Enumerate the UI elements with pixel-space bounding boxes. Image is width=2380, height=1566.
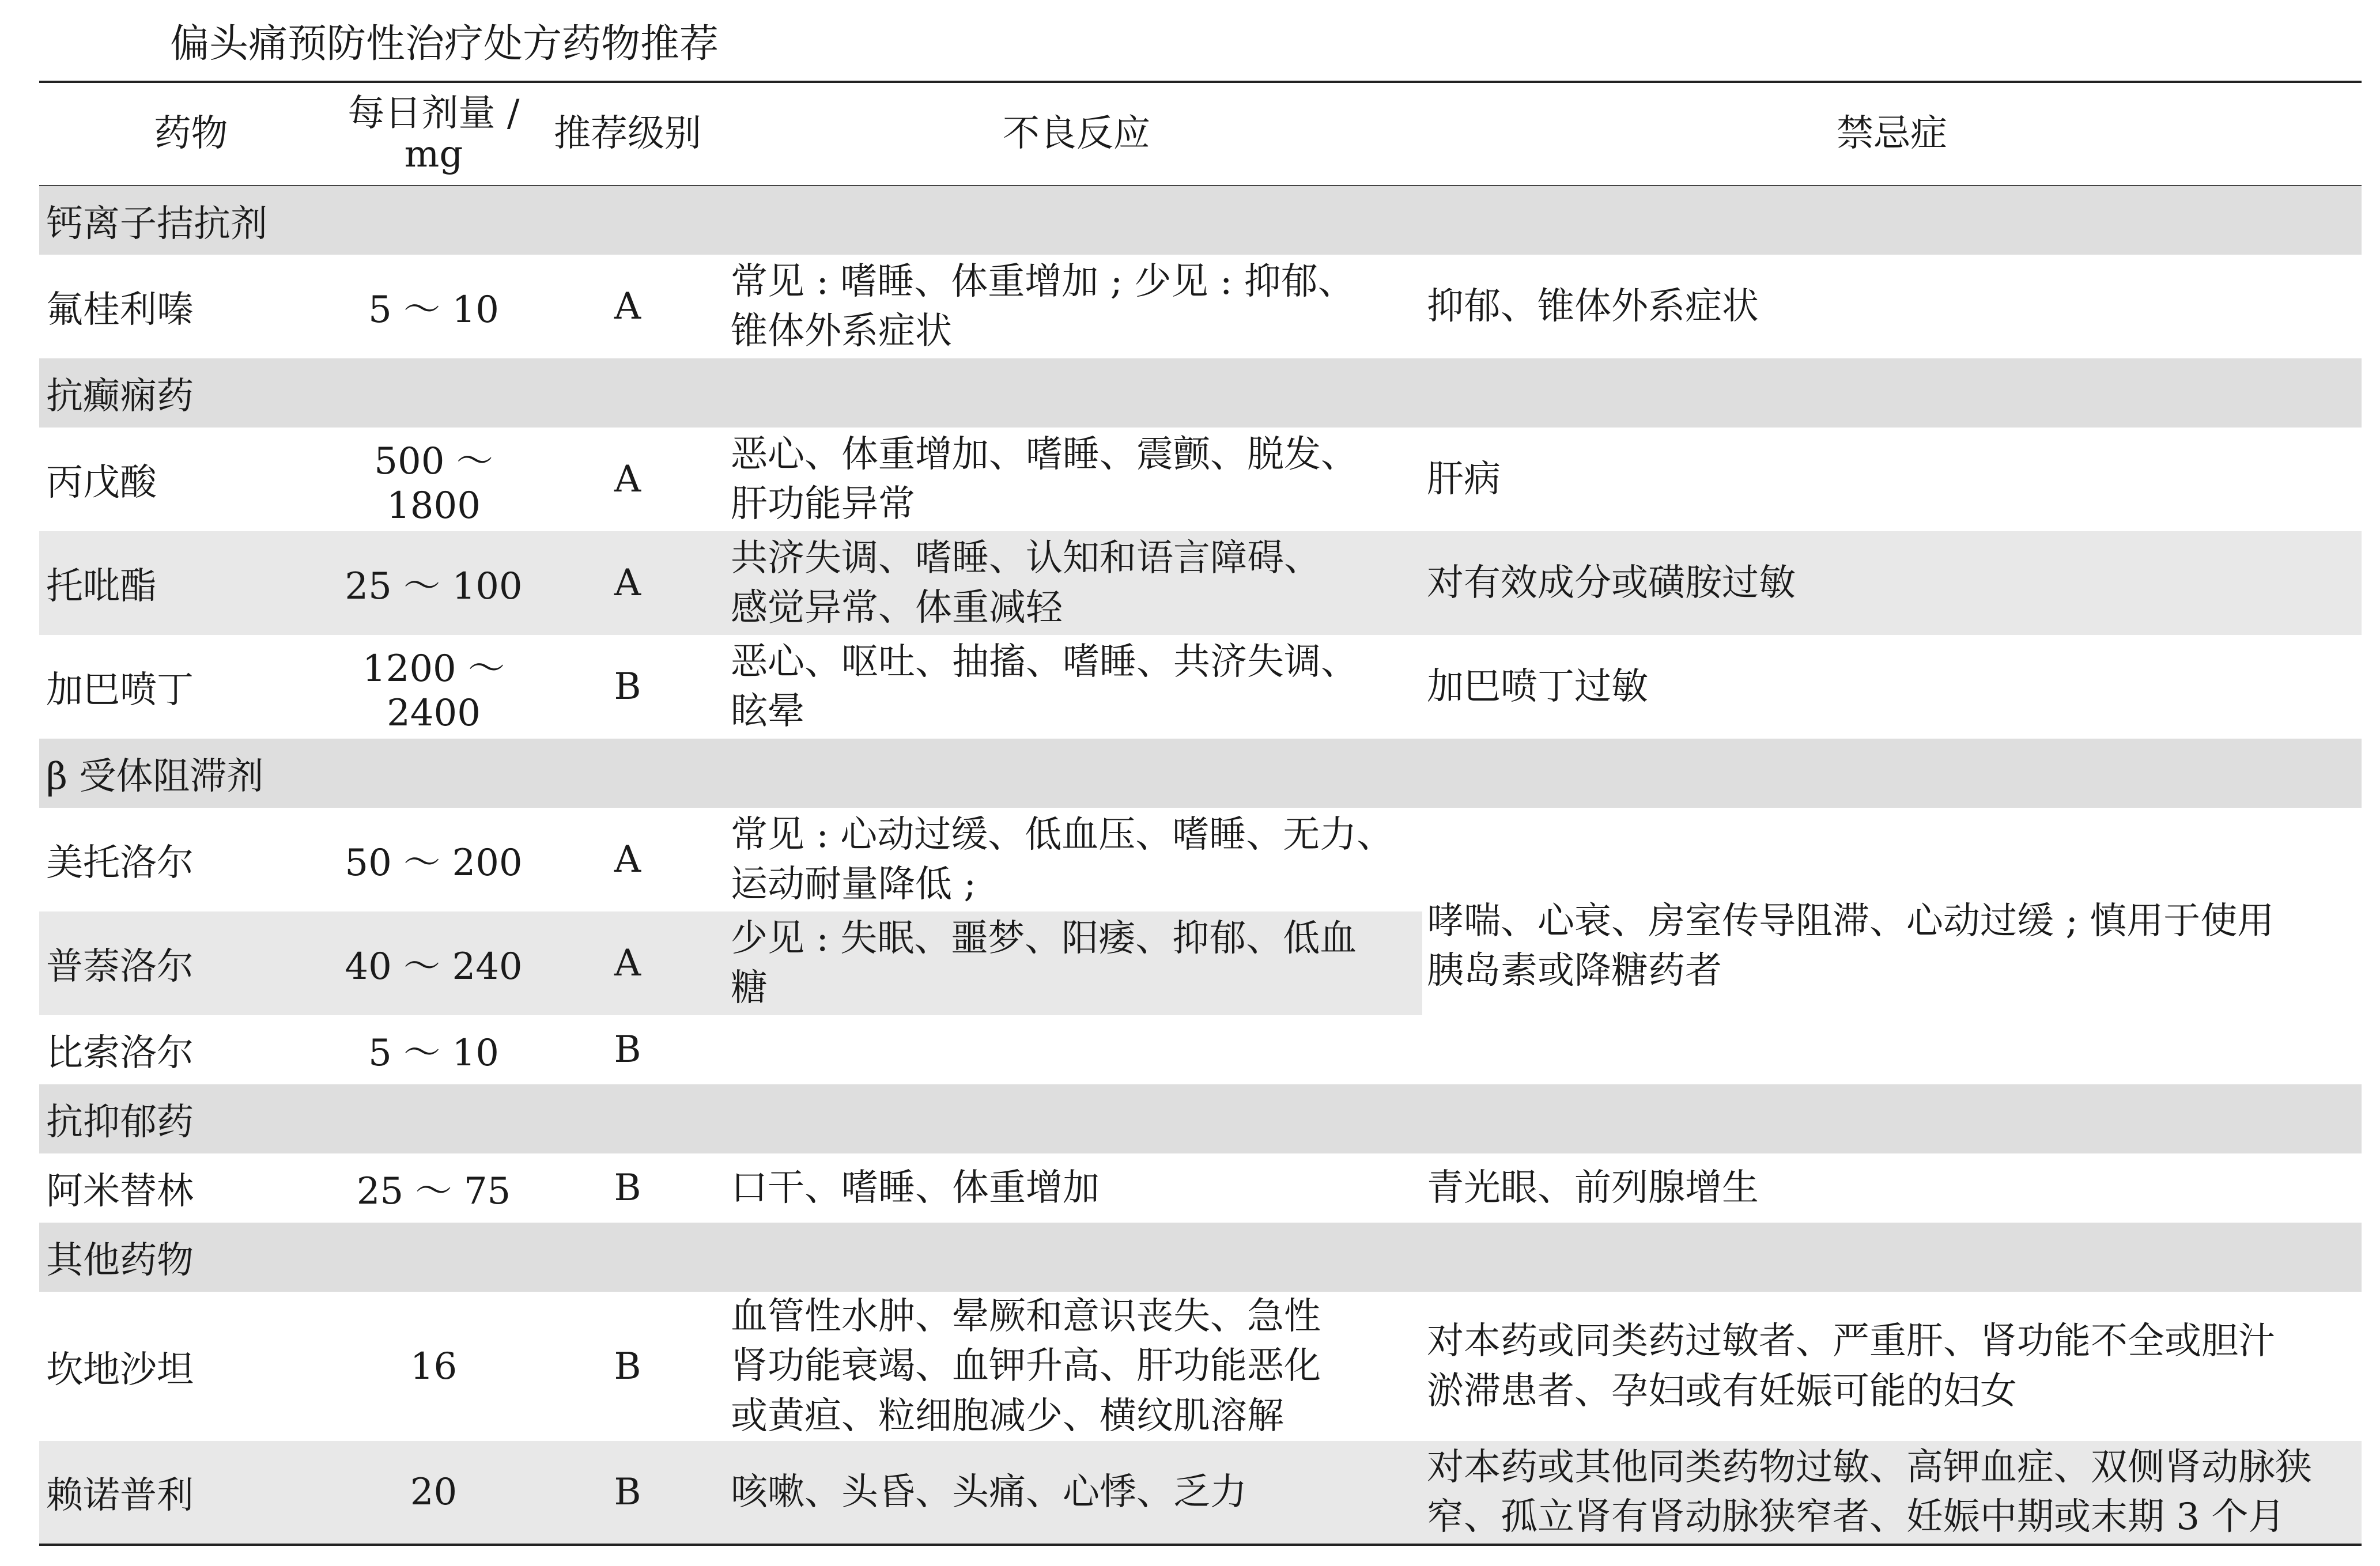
drug-contra: 青光眼、前列腺增生 bbox=[1427, 1166, 1759, 1209]
adverse-line: 恶心、呕吐、抽搐、嗜睡、共济失调、 bbox=[731, 640, 1358, 683]
adverse-line: 共济失调、嗜睡、认知和语言障碍、 bbox=[731, 536, 1321, 580]
drug-grade: B bbox=[524, 1441, 731, 1545]
table-row bbox=[39, 808, 2362, 911]
adverse-line: 或黄疸、粒细胞减少、横纹肌溶解 bbox=[731, 1394, 1284, 1438]
adverse-line: 感觉异常、体重减轻 bbox=[731, 587, 1063, 629]
drug-name: 赖诺普利 bbox=[39, 1441, 343, 1545]
contra-line: 哮喘、心衰、房室传导阻滞、心动过缓 ; 慎用于使用 bbox=[1427, 899, 2275, 943]
contra-line: 胰岛素或降糖药者 bbox=[1427, 950, 1722, 992]
table-row bbox=[39, 1441, 2362, 1545]
drug-contra: 肝病 bbox=[1427, 457, 1501, 501]
category-row bbox=[39, 358, 2362, 428]
category-row bbox=[39, 1223, 2362, 1292]
drug-dose: 1200 ～ 2400 bbox=[362, 648, 505, 735]
drug-dose: 50 ～ 200 bbox=[345, 842, 523, 884]
category-row bbox=[39, 186, 2362, 255]
header-contra: 禁忌症 bbox=[1837, 112, 1947, 156]
header-drug: 药物 bbox=[154, 112, 228, 156]
drug-name: 阿米替林 bbox=[46, 1170, 194, 1213]
table-row bbox=[39, 531, 2362, 635]
prescription-table bbox=[39, 81, 2362, 1546]
adverse-line: 血管性水肿、晕厥和意识丧失、急性 bbox=[731, 1295, 1321, 1338]
drug-contra bbox=[1422, 1292, 2362, 1441]
drug-contra bbox=[1422, 1441, 2362, 1545]
drug-adverse bbox=[731, 635, 1422, 739]
header-dose-line2: mg bbox=[404, 133, 463, 176]
drug-grade: B bbox=[614, 1167, 641, 1209]
drug-grade: A bbox=[614, 458, 641, 501]
table-row bbox=[39, 428, 2362, 531]
adverse-line: 常见 : 心动过缓、低血压、嗜睡、无力、 bbox=[731, 813, 1394, 856]
drug-grade: A bbox=[614, 838, 641, 881]
category-antidepressant: 抗抑郁药 bbox=[46, 1101, 194, 1144]
drug-grade: A bbox=[614, 285, 641, 328]
drug-name: 氟桂利嗪 bbox=[46, 289, 194, 331]
drug-grade: B bbox=[614, 665, 641, 708]
drug-dose: 500 ～ 1800 bbox=[374, 440, 493, 527]
contra-line: 对本药或同类药过敏者、严重肝、肾功能不全或胆汁 bbox=[1427, 1320, 2275, 1363]
adverse-line: 运动耐量降低 ; bbox=[731, 863, 976, 906]
adverse-line: 糖 bbox=[731, 967, 768, 1009]
category-beta: β 受体阻滞剂 bbox=[46, 755, 264, 798]
drug-name: 普萘洛尔 bbox=[39, 911, 343, 1015]
drug-adverse bbox=[731, 428, 1422, 531]
drug-contra: 加巴喷丁过敏 bbox=[1427, 665, 1648, 708]
drug-adverse bbox=[731, 911, 1422, 1015]
header-dose-line1: 每日剂量 / bbox=[347, 92, 520, 135]
table-row bbox=[39, 1153, 2362, 1223]
contra-line: 窄、孤立肾有肾动脉狭窄者、妊娠中期或末期 3 个月 bbox=[1427, 1496, 2285, 1539]
drug-dose: 40 ～ 240 bbox=[343, 911, 524, 1015]
adverse-line: 肝功能异常 bbox=[731, 483, 915, 525]
contra-line: 淤滞患者、孕妇或有妊娠可能的妇女 bbox=[1427, 1370, 2017, 1413]
drug-adverse: 口干、嗜睡、体重增加 bbox=[731, 1166, 1100, 1209]
table-row bbox=[39, 1292, 2362, 1441]
drug-grade: A bbox=[524, 531, 731, 635]
drug-name: 托吡酯 bbox=[39, 531, 343, 635]
drug-dose: 16 bbox=[410, 1345, 458, 1388]
drug-dose: 5 ～ 10 bbox=[368, 289, 499, 331]
adverse-line: 少见 : 失眠、噩梦、阳痿、抑郁、低血 bbox=[731, 917, 1357, 960]
adverse-line: 常见 : 嗜睡、体重增加 ; 少见 : 抑郁、 bbox=[731, 260, 1355, 303]
drug-dose: 25 ～ 100 bbox=[343, 531, 524, 635]
adverse-line: 锥体外系症状 bbox=[731, 310, 952, 353]
drug-name: 比索洛尔 bbox=[46, 1032, 194, 1075]
drug-name: 美托洛尔 bbox=[46, 842, 194, 884]
drug-adverse: 咳嗽、头昏、头痛、心悸、乏力 bbox=[731, 1441, 1422, 1545]
adverse-line: 恶心、体重增加、嗜睡、震颤、脱发、 bbox=[731, 433, 1358, 476]
table-row bbox=[39, 635, 2362, 739]
drug-name: 丙戊酸 bbox=[46, 462, 157, 504]
drug-contra: 对有效成分或磺胺过敏 bbox=[1422, 531, 2362, 635]
drug-name: 坎地沙坦 bbox=[46, 1348, 194, 1391]
category-other: 其他药物 bbox=[46, 1239, 194, 1282]
category-antiepileptic: 抗癫痫药 bbox=[46, 375, 194, 418]
header-dose bbox=[343, 82, 524, 186]
drug-grade: B bbox=[614, 1028, 641, 1071]
header-grade: 推荐级别 bbox=[554, 112, 701, 156]
category-row bbox=[39, 739, 2362, 808]
table-row bbox=[39, 255, 2362, 358]
drug-adverse bbox=[731, 808, 1422, 911]
table-title: 偏头痛预防性治疗处方药物推荐 bbox=[170, 21, 719, 67]
drug-adverse bbox=[731, 1015, 1422, 1084]
drug-dose: 5 ～ 10 bbox=[368, 1032, 499, 1075]
category-calcium: 钙离子拮抗剂 bbox=[46, 202, 267, 245]
contra-line: 对本药或其他同类药物过敏、高钾血症、双侧肾动脉狭 bbox=[1427, 1446, 2312, 1489]
drug-contra-beta bbox=[1422, 808, 2362, 1084]
drug-adverse bbox=[731, 531, 1422, 635]
header-row bbox=[39, 82, 2362, 186]
drug-name: 加巴喷丁 bbox=[46, 669, 194, 712]
drug-contra: 抑郁、锥体外系症状 bbox=[1427, 285, 1759, 328]
adverse-line: 肾功能衰竭、血钾升高、肝功能恶化 bbox=[731, 1345, 1321, 1388]
category-row bbox=[39, 1084, 2362, 1153]
header-adverse: 不良反应 bbox=[1003, 112, 1150, 156]
drug-dose: 20 bbox=[343, 1441, 524, 1545]
adverse-line: 眩晕 bbox=[731, 690, 804, 733]
drug-grade: A bbox=[524, 911, 731, 1015]
drug-adverse bbox=[731, 1292, 1422, 1441]
drug-dose: 25 ～ 75 bbox=[356, 1170, 511, 1213]
drug-grade: B bbox=[614, 1345, 641, 1388]
drug-adverse bbox=[731, 255, 1422, 358]
